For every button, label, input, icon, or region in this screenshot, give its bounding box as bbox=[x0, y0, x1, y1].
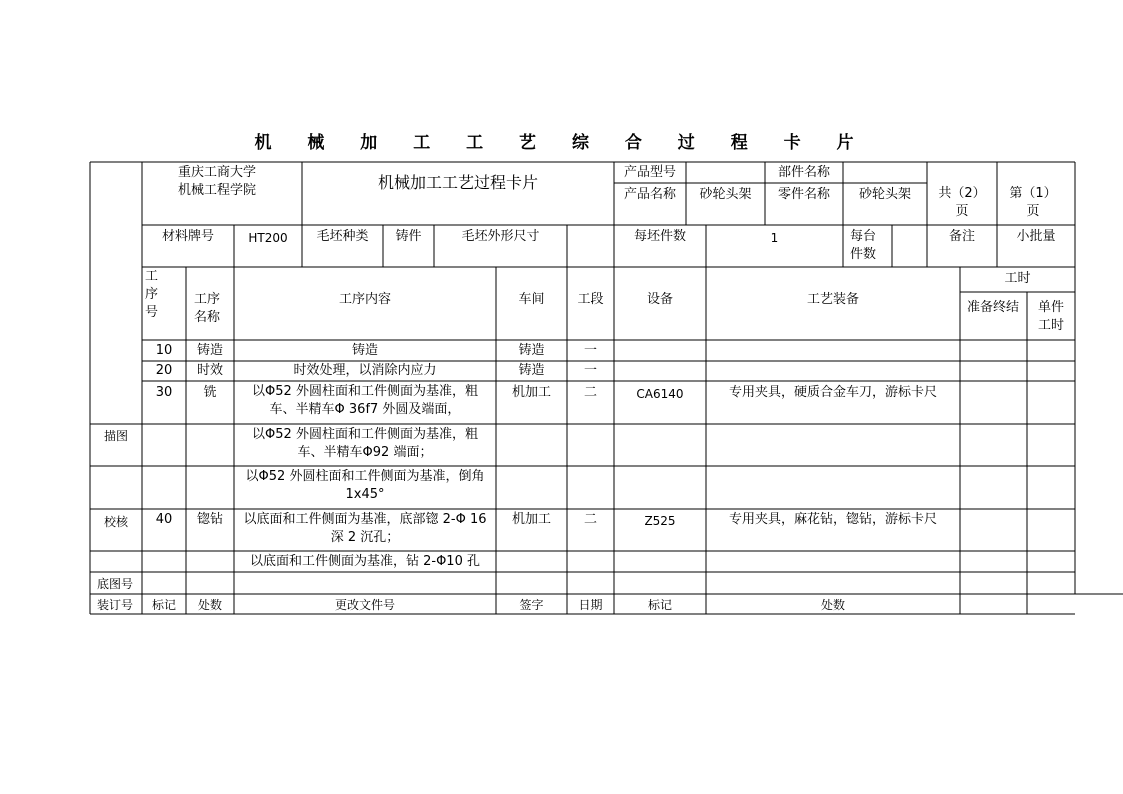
table-row-cell: 二 bbox=[583, 512, 597, 527]
col-header-seq: 工序号 bbox=[145, 269, 159, 320]
col-header-unit: 单件工时 bbox=[1037, 300, 1064, 333]
table-row-cell: 锪钻 bbox=[196, 512, 223, 527]
table-row-cell: 30 bbox=[155, 385, 173, 400]
page-number: 第（1）页 bbox=[1009, 186, 1057, 219]
school-name: 重庆工商大学 bbox=[178, 165, 257, 180]
table-row-cell: 专用夹具，麻花钻，锪钻，游标卡尺 bbox=[728, 512, 937, 527]
pieces-per-blank-label: 每坯件数 bbox=[633, 229, 686, 244]
table-row-cell: 一 bbox=[583, 363, 597, 378]
remark-label: 备注 bbox=[948, 229, 975, 244]
per-unit-label: 每台件数 bbox=[850, 229, 877, 262]
table-row-cell: 铸造 bbox=[518, 343, 545, 358]
table-row-cell: Z525 bbox=[644, 514, 676, 528]
product-model-label: 产品型号 bbox=[623, 165, 676, 180]
total-pages: 共（2）页 bbox=[938, 186, 986, 219]
binding-no-label: 装订号 bbox=[97, 598, 134, 612]
table-row-cell: 机加工 bbox=[511, 512, 551, 527]
footer-change-doc: 更改文件号 bbox=[334, 598, 395, 612]
table-row-cell: 40 bbox=[155, 512, 173, 527]
product-name-value: 砂轮头架 bbox=[699, 187, 752, 202]
table-row-cell: 以Φ52 外圆柱面和工件侧面为基准，倒角 1x45° bbox=[245, 469, 485, 502]
header-school bbox=[176, 163, 300, 203]
table-row-cell: 机加工 bbox=[511, 385, 551, 400]
part-name-label: 部件名称 bbox=[777, 165, 830, 180]
component-name-value: 砂轮头架 bbox=[858, 187, 911, 202]
table-row-cell: 时效 bbox=[196, 363, 223, 378]
col-header-workshop: 车间 bbox=[518, 292, 545, 307]
table-row-cell: 铸造 bbox=[196, 343, 223, 358]
product-name-label: 产品名称 bbox=[623, 187, 676, 202]
table-row-cell: 二 bbox=[583, 385, 597, 400]
footer-mark1: 标记 bbox=[151, 598, 176, 612]
table-row-cell: 以Φ52 外圆柱面和工件侧面为基准，粗车、半精车Φ92 端面； bbox=[252, 427, 478, 460]
table-row-cell: 一 bbox=[583, 343, 597, 358]
product-model-value bbox=[686, 163, 765, 183]
pieces-per-blank-value: 1 bbox=[770, 231, 779, 245]
table-row-cell: 专用夹具，硬质合金车刀，游标卡尺 bbox=[728, 385, 937, 400]
card-name: 机械加工工艺过程卡片 bbox=[377, 173, 538, 192]
trace-label: 描图 bbox=[104, 429, 129, 443]
table-row-cell: 铸造 bbox=[518, 363, 545, 378]
table-row-cell: 铣 bbox=[203, 385, 217, 400]
footer-mark2: 标记 bbox=[647, 598, 672, 612]
check-label: 校核 bbox=[104, 515, 129, 529]
col-header-hours: 工时 bbox=[1004, 271, 1031, 286]
base-no-label: 底图号 bbox=[97, 577, 134, 591]
footer-sign: 签字 bbox=[519, 598, 544, 612]
per-unit-value bbox=[892, 227, 927, 247]
page-title: 机 械 加 工 工 艺 综 合 过 程 卡 片 bbox=[254, 133, 869, 153]
col-header-prep: 准备终结 bbox=[966, 300, 1019, 315]
col-header-content: 工序内容 bbox=[338, 292, 391, 307]
blank-type-label: 毛坯种类 bbox=[316, 229, 369, 244]
component-name-label: 零件名称 bbox=[777, 187, 830, 202]
material-label: 材料牌号 bbox=[161, 229, 214, 244]
material-value: HT200 bbox=[248, 231, 288, 245]
footer-count1: 处数 bbox=[197, 598, 222, 612]
col-header-tooling: 工艺装备 bbox=[806, 292, 859, 307]
table-row-cell: 铸造 bbox=[351, 343, 378, 358]
table-row-cell: 以底面和工件侧面为基准，钻 2-Φ10 孔 bbox=[249, 554, 480, 569]
footer-date: 日期 bbox=[578, 598, 603, 612]
table-row-cell: 以Φ52 外圆柱面和工件侧面为基准，粗车、半精车Φ 36f7 外圆及端面， bbox=[252, 384, 478, 417]
footer-count2: 处数 bbox=[820, 598, 845, 612]
table-row-cell: 时效处理，以消除内应力 bbox=[293, 363, 437, 378]
col-header-section: 工段 bbox=[577, 292, 604, 307]
blank-size-value bbox=[567, 227, 614, 247]
blank-type-value: 铸件 bbox=[395, 229, 422, 244]
col-header-name: 工序名称 bbox=[194, 292, 221, 325]
remark-value: 小批量 bbox=[1016, 229, 1056, 244]
department-name: 机械工程学院 bbox=[178, 183, 257, 198]
table-row-cell: 以底面和工件侧面为基准，底部锪 2-Φ 16 深 2 沉孔； bbox=[243, 512, 487, 545]
blank-size-label: 毛坯外形尺寸 bbox=[461, 229, 540, 244]
table-row-cell: 10 bbox=[155, 343, 173, 358]
part-name-value bbox=[843, 163, 927, 183]
table-row-cell: CA6140 bbox=[636, 387, 684, 401]
table-row-cell: 20 bbox=[155, 363, 173, 378]
col-header-equipment: 设备 bbox=[646, 292, 673, 307]
